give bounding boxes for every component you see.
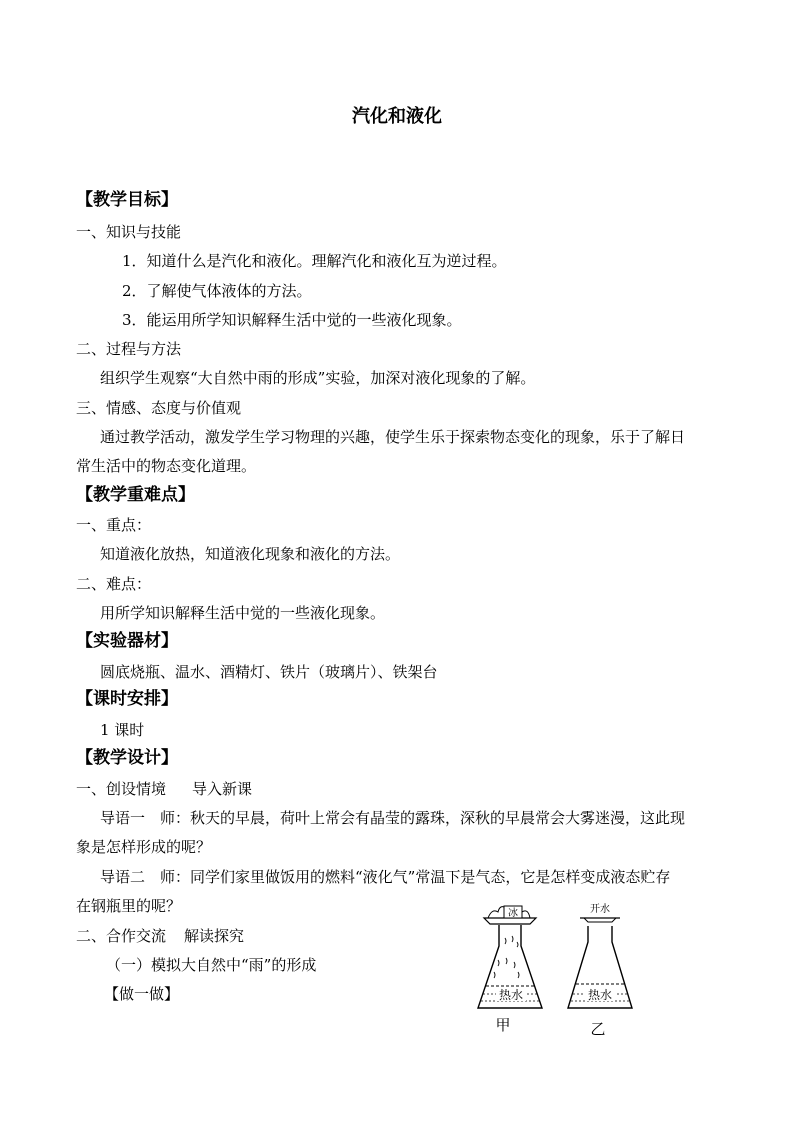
- intro-1-line-2: 象是怎样形成的呢？: [76, 838, 212, 856]
- design-step-2-subtitle: 解读探究: [184, 927, 245, 945]
- section-design-heading: 【教学设计】: [76, 748, 178, 768]
- intro-1-line-1: 导语一 师：秋天的早晨，荷叶上常会有晶莹的露珠，深秋的早晨常会大雾迷漫，这此现: [100, 809, 686, 827]
- ice-label: 冰: [508, 908, 518, 919]
- emotion-text-line-1: 通过教学活动，激发学生学习物理的兴趣，使学生乐于探索物态变化的现象，乐于了解日: [100, 428, 686, 446]
- emotion-heading: 三、情感、态度与价值观: [76, 399, 242, 417]
- key-text: 知道液化放热，知道液化现象和液化的方法。: [100, 545, 401, 563]
- left-water-label: 热水: [498, 988, 524, 1002]
- do-it-heading: 【做一做】: [104, 985, 180, 1003]
- section-objectives-heading: 【教学目标】: [76, 190, 178, 210]
- design-step-1-title: 一、创设情境: [76, 780, 167, 798]
- page-title: 汽化和液化: [352, 106, 442, 127]
- section-schedule-heading: 【课时安排】: [76, 689, 178, 709]
- flask-left: [478, 906, 542, 1034]
- section-equipment-heading: 【实验器材】: [76, 631, 178, 651]
- design-step-2-title: 二、合作交流: [76, 927, 167, 945]
- flask-right: [568, 902, 632, 1038]
- boiling-water-label: 开水: [590, 904, 610, 915]
- section-keypoints-heading: 【教学重难点】: [76, 485, 195, 505]
- flask-experiment-figure: [470, 900, 650, 1040]
- objective-item-3: 3．能运用所学知识解释生活中觉的一些液化现象。: [122, 311, 462, 329]
- objective-item-2: 2．了解使气体液体的方法。: [122, 282, 312, 300]
- knowledge-heading: 一、知识与技能: [76, 223, 182, 241]
- right-caption: 乙: [590, 1020, 606, 1038]
- left-caption: 甲: [495, 1016, 511, 1034]
- emotion-text-line-2: 常生活中的物态变化道理。: [76, 457, 257, 475]
- key-heading: 一、重点：: [76, 516, 152, 534]
- design-step-1: [76, 779, 252, 799]
- intro-2-line-1: 导语二 师：同学们家里做饭用的燃料“液化气”常温下是气态，它是怎样变成液态贮存: [100, 868, 671, 886]
- difficulty-text: 用所学知识解释生活中觉的一些液化现象。: [100, 604, 386, 622]
- right-water-label: 热水: [587, 988, 613, 1002]
- subsection-rain: （一）模拟大自然中“雨”的形成: [106, 956, 317, 974]
- schedule-text: 1 课时: [100, 721, 145, 739]
- objective-item-1: 1．知道什么是汽化和液化。理解汽化和液化互为逆过程。: [122, 252, 507, 270]
- intro-2-line-2: 在钢瓶里的呢？: [76, 897, 182, 915]
- equipment-text: 圆底烧瓶、温水、酒精灯、铁片（玻璃片）、铁架台: [100, 663, 438, 681]
- process-heading: 二、过程与方法: [76, 340, 182, 358]
- design-step-2: [76, 926, 244, 946]
- difficulty-heading: 二、难点：: [76, 575, 152, 593]
- design-step-1-subtitle: 导入新课: [192, 780, 253, 798]
- process-text: 组织学生观察“大自然中雨的形成”实验，加深对液化现象的了解。: [100, 369, 536, 387]
